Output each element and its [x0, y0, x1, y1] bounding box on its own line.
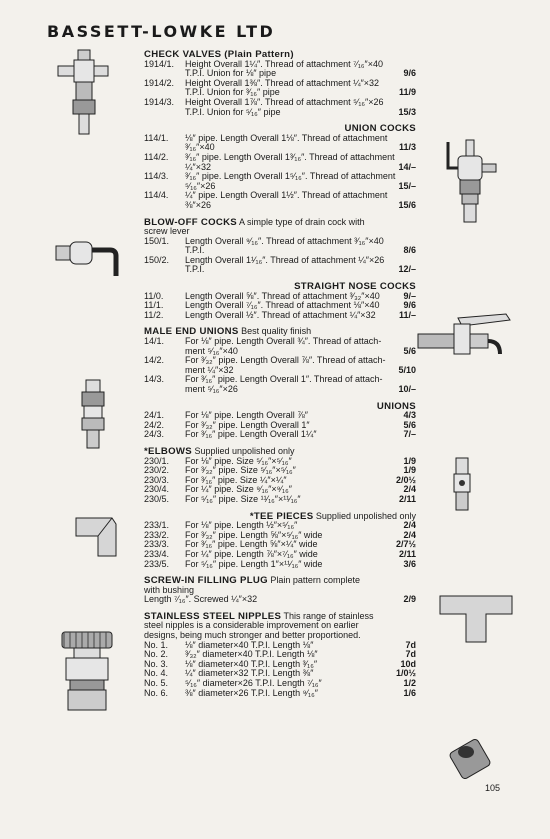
list-item — [144, 595, 416, 605]
item-code: 114/4. — [144, 190, 169, 201]
item-code: 14/3. — [144, 374, 165, 385]
section-description-3: designs, being much stronger and better proportioned. — [144, 630, 361, 641]
item-text: Height Overall 1⅜″. Thread of attachment ¼″×32 — [185, 77, 380, 88]
item-code: 230/4. — [144, 484, 170, 495]
item-text-cont: ment ⁵⁄₁₆″×26 — [185, 384, 238, 394]
item-text: ⅛″ diameter×40 T.P.I. Length ³⁄₁₆″ — [185, 658, 318, 669]
item-code: 230/2. — [144, 465, 170, 476]
item-code: 230/1. — [144, 455, 170, 466]
elbow-illustration — [72, 514, 120, 560]
item-text-cont: ¼″×32 — [185, 161, 211, 172]
item-text-cont: T.P.I. Union for ³⁄₁₆″ pipe — [185, 87, 280, 98]
section-title: BLOW-OFF COCKS — [144, 216, 238, 228]
item-code: 14/1. — [144, 336, 165, 347]
nipples-section — [144, 612, 416, 698]
item-price: 9/6 — [403, 68, 416, 79]
item-price: 5/6 — [403, 419, 416, 430]
item-text: For ³⁄₁₆″ pipe. Length Overall 1¼″ — [185, 429, 317, 440]
section-title: STRAIGHT NOSE COCKS — [294, 281, 416, 293]
tee-piece-illustration — [438, 588, 514, 644]
item-text: For ⅛″ pipe. Length Overall ⅞″ — [185, 410, 308, 421]
item-text: For ³⁄₁₆″ pipe. Size ¼″×¼″ — [185, 474, 287, 485]
item-price: 2/11 — [398, 493, 416, 504]
union-cocks-items — [144, 134, 416, 211]
item-price: 8/6 — [403, 245, 416, 256]
item-text-cont: T.P.I. Union for ⅛″ pipe — [185, 68, 277, 79]
item-code: No. 5. — [144, 678, 169, 689]
list-item — [144, 689, 416, 699]
item-code: 24/1. — [144, 410, 165, 421]
item-text: Length Overall ½″. Thread of attachment ¼″×32 — [185, 309, 376, 320]
item-price: 15/6 — [398, 199, 416, 210]
item-price: 10/– — [398, 384, 416, 394]
item-code: 233/1. — [144, 520, 170, 531]
section-title: *ELBOWS — [144, 445, 192, 457]
catalogue-column — [144, 50, 416, 705]
item-price: 5/10 — [398, 364, 416, 375]
item-text: ⅛″ diameter×40 T.P.I. Length ⅛″ — [185, 639, 314, 650]
item-code: 233/5. — [144, 558, 170, 569]
item-price: 1/9 — [403, 455, 416, 466]
item-code: No. 4. — [144, 668, 169, 679]
filling-plug-illustration — [58, 630, 116, 712]
elbows-items — [144, 457, 416, 505]
item-code: 114/3. — [144, 171, 169, 182]
unions-section — [144, 402, 416, 440]
section-description: Plain pattern complete — [270, 575, 360, 586]
male-end-unions-section — [144, 327, 416, 394]
item-text: For ³⁄₃₂″ pipe. Length Overall 1″ — [185, 419, 310, 430]
item-text: ⅜″ diameter×26 T.P.I. Length ⁹⁄₁₆″ — [185, 687, 318, 698]
item-code: 1914/2. — [144, 77, 175, 88]
section-description-2: with bushing — [144, 584, 195, 595]
item-price: 1/0½ — [395, 668, 416, 679]
section-title: UNION COCKS — [344, 123, 416, 135]
item-text: Height Overall 1⅞″. Thread of attachment ⁵⁄₁₆″×26 — [185, 96, 384, 107]
item-price: 10d — [400, 658, 416, 669]
section-description: Supplied unpolished only — [194, 445, 295, 456]
item-code: No. 6. — [144, 687, 169, 698]
item-price: 2/11 — [398, 548, 416, 559]
item-text: ⅛″ pipe. Length Overall 1⅛″. Thread of attachment — [185, 132, 388, 143]
item-price: 11/– — [398, 309, 416, 320]
check-valve-illustration — [56, 48, 116, 138]
item-price: 11/9 — [398, 87, 416, 98]
item-price: 12/– — [398, 264, 416, 275]
list-item — [144, 560, 416, 570]
item-text: Length Overall ⁷⁄₁₆″. Thread of attachment ⅛″×40 — [185, 300, 380, 311]
item-code: 233/2. — [144, 529, 170, 540]
list-item — [144, 495, 416, 505]
list-item-continuation — [144, 385, 416, 395]
straight-nose-cocks-section — [144, 282, 416, 320]
section-description: Supplied unpolished only — [315, 510, 416, 521]
section-description-2: screw lever — [144, 226, 190, 237]
section-description: This range of stainless — [283, 610, 374, 621]
item-code: 11/0. — [144, 290, 164, 301]
blow-off-cock-illustration — [54, 236, 124, 280]
item-code: 114/1. — [144, 132, 169, 143]
list-item-continuation — [144, 265, 416, 275]
item-code: 24/3. — [144, 429, 165, 440]
tee-pieces-section — [144, 512, 416, 570]
brand-title: BASSETT-LOWKE LTD — [47, 22, 276, 41]
item-code: 11/1. — [144, 300, 164, 311]
blow-off-cocks-section — [144, 218, 416, 276]
union-illustration — [452, 456, 472, 512]
item-text-cont: T.P.I. — [185, 264, 205, 275]
item-price: 2/7½ — [395, 539, 416, 550]
nipple-illustration — [448, 738, 492, 780]
check-valves-items — [144, 60, 416, 118]
male-end-unions-items — [144, 337, 416, 395]
item-text-cont: ³⁄₁₆″×40 — [185, 142, 215, 153]
item-text: ³⁄₃₂″ diameter×40 T.P.I. Length ⅛″ — [185, 649, 318, 660]
item-code: 233/4. — [144, 548, 170, 559]
item-code: 24/2. — [144, 419, 165, 430]
item-text: Length Overall 1¹⁄₁₆″. Thread of attachment ¼″×26 — [185, 254, 385, 265]
item-text: Height Overall 1¼″. Thread of attachment ⁷⁄₁₆″×40 — [185, 58, 383, 69]
item-text: For ¼″ pipe. Size ⁹⁄₁₆″×⁹⁄₁₆″ — [185, 484, 292, 495]
item-text-cont: ⅜″×26 — [185, 199, 211, 210]
item-code: 230/5. — [144, 493, 170, 504]
item-text: For ³⁄₃₂″ pipe. Length ⅝″×⁵⁄₁₆″ wide — [185, 529, 323, 540]
male-end-union-illustration — [78, 378, 108, 450]
item-text: For ³⁄₃₂″ pipe. Size ⁵⁄₁₆″×⁵⁄₁₆″ — [185, 465, 296, 476]
item-text: ¼″ pipe. Length Overall 1½″. Thread of attachment — [185, 190, 388, 201]
item-code: No. 2. — [144, 649, 169, 660]
item-text: ¼″ diameter×32 T.P.I. Length ⅜″ — [185, 668, 314, 679]
page-number: 105 — [484, 783, 500, 793]
item-price: 2/4 — [403, 529, 416, 540]
straight-nose-cock-illustration — [414, 306, 518, 368]
item-price: 14/– — [398, 161, 416, 172]
straight-nose-cocks-items — [144, 292, 416, 321]
nipples-items — [144, 641, 416, 699]
item-text: Length Overall ⅝″. Thread of attachment ³⁄₃₂″×40 — [185, 290, 380, 301]
item-text-cont: ment ⁵⁄₁₆″×40 — [185, 345, 238, 356]
list-item — [144, 311, 416, 321]
item-text: For ³⁄₃₂″ pipe. Length Overall ⅞″. Thread of attach- — [185, 355, 386, 366]
item-text: For ⁵⁄₁₆″ pipe. Length 1″×¹¹⁄₁₆″ wide — [185, 558, 323, 569]
list-item-continuation — [144, 201, 416, 211]
item-price: 5/6 — [403, 345, 416, 356]
item-code: 14/2. — [144, 355, 165, 366]
section-title: STAINLESS STEEL NIPPLES — [144, 610, 282, 622]
item-text-cont: T.P.I. — [185, 245, 205, 256]
item-code: 114/2. — [144, 151, 169, 162]
item-price: 7d — [405, 649, 416, 660]
item-text-cont: ment ¼″×32 — [185, 364, 234, 375]
union-cocks-section — [144, 124, 416, 210]
item-price: 9/6 — [403, 300, 416, 311]
item-price: 1/2 — [403, 678, 416, 689]
section-title: MALE END UNIONS — [144, 326, 239, 338]
item-price: 1/6 — [403, 687, 416, 698]
item-price: 3/6 — [403, 558, 416, 569]
item-text: ⁵⁄₁₆″ diameter×26 T.P.I. Length ⁷⁄₁₆″ — [185, 678, 322, 689]
item-code: No. 1. — [144, 639, 169, 650]
item-price: 2/0½ — [395, 474, 416, 485]
section-description-2: steel nipples is a considerable improvement on earlier — [144, 620, 359, 631]
union-cock-illustration — [440, 138, 500, 224]
item-text-cont: ⁵⁄₁₆″×26 — [185, 180, 216, 191]
unions-items — [144, 411, 416, 440]
tee-pieces-items — [144, 521, 416, 569]
item-text: Length Overall ⁹⁄₁₆″. Thread of attachment ³⁄₁₆″×40 — [185, 235, 384, 246]
item-price: 2/4 — [403, 484, 416, 495]
list-item-continuation — [144, 108, 416, 118]
item-text: For ³⁄₁₆″ pipe. Length ⅝″×¼″ wide — [185, 539, 318, 550]
item-text: For ⁵⁄₁₆″ pipe. Size ¹¹⁄₁₆″×¹¹⁄₁₆″ — [185, 493, 301, 504]
item-price: 2/4 — [403, 520, 416, 531]
item-price: 15/– — [398, 180, 416, 191]
filling-plug-section — [144, 576, 416, 605]
section-title: SCREW-IN FILLING PLUG — [144, 575, 268, 587]
item-text: For ⅛″ pipe. Size ⁵⁄₁₆″×⁵⁄₁₆″ — [185, 455, 292, 466]
elbows-section — [144, 447, 416, 505]
item-code: 150/2. — [144, 254, 170, 265]
blow-off-cocks-items — [144, 237, 416, 275]
item-price: 4/3 — [403, 410, 416, 421]
list-item — [144, 430, 416, 440]
item-text: ³⁄₁₆″ pipe. Length Overall 1⁵⁄₁₆″. Thread of attachment — [185, 171, 396, 182]
item-code: 233/3. — [144, 539, 170, 550]
item-code: 150/1. — [144, 235, 170, 246]
item-text: For ¼″ pipe. Length ⅞″×⁷⁄₁₆″ wide — [185, 548, 318, 559]
section-title: UNIONS — [376, 400, 416, 412]
item-text: Length ⁷⁄₁₆″. Screwed ¼″×32 — [144, 594, 258, 605]
item-price: 11/3 — [398, 142, 416, 153]
item-price: 15/3 — [398, 106, 416, 117]
section-title: *TEE PIECES — [249, 510, 314, 522]
item-price: 9/– — [403, 290, 416, 301]
item-price: 7/– — [403, 429, 416, 440]
item-code: 1914/3. — [144, 96, 175, 107]
section-description: Best quality finish — [241, 326, 312, 337]
item-price: 1/9 — [403, 465, 416, 476]
item-price: 2/9 — [403, 594, 416, 605]
item-text: For ⅛″ pipe. Length Overall ¾″. Thread of attach- — [185, 336, 382, 347]
section-title: CHECK VALVES (Plain Pattern) — [144, 49, 294, 60]
item-text: For ³⁄₁₆″ pipe. Length Overall 1″. Thread of attach- — [185, 374, 383, 385]
item-code: No. 3. — [144, 658, 169, 669]
item-text: For ⅛″ pipe. Length ½″×⁵⁄₁₆″ — [185, 520, 298, 531]
item-price: 7d — [405, 639, 416, 650]
item-text: ³⁄₁₆″ pipe. Length Overall 1³⁄₁₆″. Thread of attachment — [185, 151, 395, 162]
item-code: 11/2. — [144, 309, 164, 320]
check-valves-section — [144, 50, 416, 117]
item-text-cont: T.P.I. Union for ⁵⁄₁₆″ pipe — [185, 106, 281, 117]
section-description: A simple type of drain cock with — [239, 216, 365, 227]
item-code: 230/3. — [144, 474, 170, 485]
item-code: 1914/1. — [144, 58, 175, 69]
